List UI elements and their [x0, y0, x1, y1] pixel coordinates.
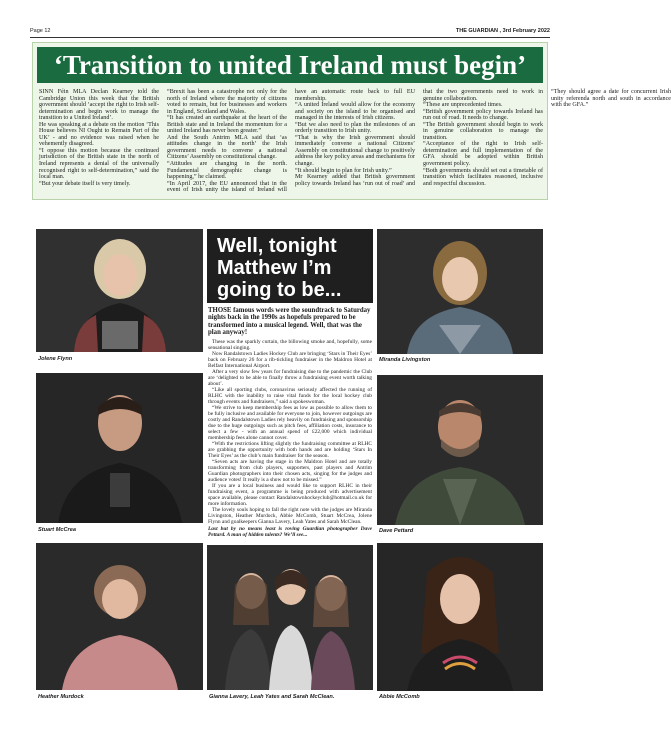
- header-rule: [30, 37, 550, 38]
- feature-paragraph: “The British government should begin to work in genuine collaboration to manage the transition.: [423, 121, 543, 141]
- story-paragraph: “With the restrictions lifting slightly the fundraising committee at RLHC are grabbing the opportunity with both hands and are holding ‘Stars In Their Eyes’ as the club’s main fundraiser for the season.: [208, 440, 372, 459]
- feature-paragraph: “They should agree a date for concurrent Irish unity referenda north and south in accordance with the GFA.”: [551, 89, 671, 109]
- story-paragraph: If you are a local business and would like to support RLHC in their fundraising event, a programme is being produced with advertisement space available, please contact Randalstownhockeyclub@hotmail.co.uk for more information.: [208, 482, 372, 507]
- feature-paragraph: And the South Antrim MLA said that ‘as attitudes change in the north’ the Irish government needs to convene a national Citizens’ Assembly on constitutional change.: [167, 134, 287, 161]
- feature-article: [32, 42, 671, 200]
- story-paragraph: “Like all sporting clubs, coronavirus seriously affected the running of RLHC with the inability to raise vital funds for the local hockey club through events and fundraisers,” said a spokeswoman.: [208, 386, 372, 405]
- photo-miranda-livingston: [377, 229, 543, 354]
- feature-paragraph: “Brexit has been a catastrophe not only for the north of Ireland where the majority of citizens voted to remain, but for businesses and workers in England, Scotland and Wales.: [167, 89, 287, 115]
- feature-paragraph: “British government policy towards Ireland has run out of road. It needs to change.: [423, 108, 543, 122]
- story-paragraph: The lovely souls hoping to fall the right note with the judges are Miranda Livingston, Heather Murdock, Abbie McComb, Stuart McCrea, Jolene Flynn and goalkeepers Gianna Lavery, Leah Yates and Sarah McClean.: [208, 506, 372, 525]
- photo-goalkeepers-group: [207, 545, 373, 690]
- feature-paragraph: He was speaking at a debate on the motion ‘This House believes NI Ought to Remain Part of the UK’ - and no evidence was raised when he vehemently disagreed.: [39, 121, 159, 148]
- page-number: Page 12: [30, 28, 51, 34]
- story-paragraph: After a very slow few years for fundraising due to the pandemic the Club are ‘delighted to be able to finally throw a fundraising event worth talking about’.: [208, 368, 372, 387]
- caption-dave-pettard: Dave Pettard: [379, 528, 414, 534]
- feature-paragraph: “Attitudes are changing in the north. Fundamental demographic change is happening,” he claimed.: [167, 161, 287, 181]
- feature-paragraph: “Acceptance of the right to Irish self-determination and full implementation of the GFA should be adopted within British government policy.: [423, 141, 543, 168]
- caption-jolene-flynn: Jolene Flynn: [38, 356, 73, 362]
- story-paragraph: “Seven acts are having the stage in the Maldron Hotel and are totally transforming from club players, supporters, past players and Antrim Guardian photographers into their chosen acts, singing for the judges and audience votes! It really is a show not to be missed.”: [208, 458, 372, 483]
- feature-paragraph: Mr Kearney added that British government policy towards Ireland has ‘run out of road’ and that the two governments need to work in genuine collaboration.: [295, 89, 543, 187]
- photo-dave-pettard: [377, 375, 543, 525]
- story-paragraph: Now Randalstown Ladies Hockey Club are bringing ‘Stars in Their Eyes’ back on February 26 for a rib-tickling fundraiser in the Maldron Hotel at Belfast International Airport.: [208, 350, 372, 369]
- caption-abbie-mccomb: Abbie McComb: [379, 694, 420, 700]
- feature-paragraph: SINN Féin MLA Declan Kearney told the Cambridge Union this week that the British government should ‘accept the right to Irish self-determination and begin work to manage the transition to a United Ireland’.: [39, 89, 159, 122]
- photo-abbie-mccomb: [377, 543, 543, 691]
- feature-paragraph: “But we also need to plan the milestones of an orderly transition to Irish unity.: [295, 121, 415, 135]
- feature-paragraph: “I oppose this motion because the continued jurisdiction of the British state in the north of Ireland represents a denial of the universally recognised right to self-determination,” said the local man.: [39, 147, 159, 181]
- feature-paragraph: “It has created an earthquake at the heart of the British state and in Ireland the momentum for a united Ireland has never been greater.”: [167, 115, 287, 135]
- feature-paragraph: “But your debate itself is very timely.: [39, 180, 131, 187]
- feature-paragraph: “In April 2017, the EU announced that in the event of Irish unity the island of Ireland will have an automatic route back to full EU membership.: [167, 89, 415, 194]
- caption-miranda-livingston: Miranda Livingston: [379, 357, 431, 363]
- feature-paragraph: “Both governments should set out a timetable of transition which facilitates reasoned, inclusive and respectful discussion.: [423, 167, 543, 187]
- caption-heather-murdock: Heather Murdock: [38, 694, 84, 700]
- publication-line: THE GUARDIAN , 3rd February 2022: [455, 28, 550, 34]
- caption-stuart-mccrea: Stuart McCrea: [38, 527, 76, 533]
- story-paragraph: “We strive to keep membership fees as low as possible to allow them to be fully inclusive and available for everyone to join, however outgoings are costly and Randalstown Ladies rely heavily on fundraising and sponsorship due to the huge outgoings such as pitch fees, affiliation costs, insurance to select a few - with an annual spend of £22,000 which individual membership fees alone cannot cover.: [208, 404, 372, 441]
- story-body: [208, 307, 372, 541]
- caption-goalkeepers-group: Gianna Lavery, Leah Yates and Sarah McClean.: [209, 694, 335, 700]
- feature-paragraph: “It should begin to plan for Irish unity.”: [295, 167, 392, 174]
- story-credit: Last but by no means least is roving Guardian photographer Dave Pettard. A man of hidden talents? We’ll see...: [208, 525, 372, 538]
- story-headline: Well, tonight Matthew I’m going to be...: [207, 229, 373, 303]
- story-paragraph: These was the sparkly curtain, the billowing smoke and, hopefully, some sensational singing.: [208, 338, 372, 351]
- feature-paragraph: “That is why the Irish government should immediately convene a national Citizens’ Assembly on constitutional change to positively address the key policy areas and mechanisms for change.: [295, 134, 415, 168]
- photo-jolene-flynn: [36, 229, 203, 352]
- story-lede: THOSE famous words were the soundtrack to Saturday nights back in the 1990s as hopefuls prepared to be transformed into a musical legend. Well, that was the plan anyway!: [208, 307, 371, 337]
- feature-body: [39, 89, 671, 197]
- feature-paragraph: “A united Ireland would allow for the economy and society on the island to be organised and managed in the interests of Irish citizens.: [295, 102, 415, 122]
- feature-paragraph: “These are unprecedented times.: [423, 102, 503, 109]
- photo-heather-murdock: [36, 543, 203, 690]
- photo-stuart-mccrea: [36, 373, 203, 523]
- feature-headline: ‘Transition to united Ireland must begin’: [37, 47, 543, 83]
- page-header: [30, 25, 550, 37]
